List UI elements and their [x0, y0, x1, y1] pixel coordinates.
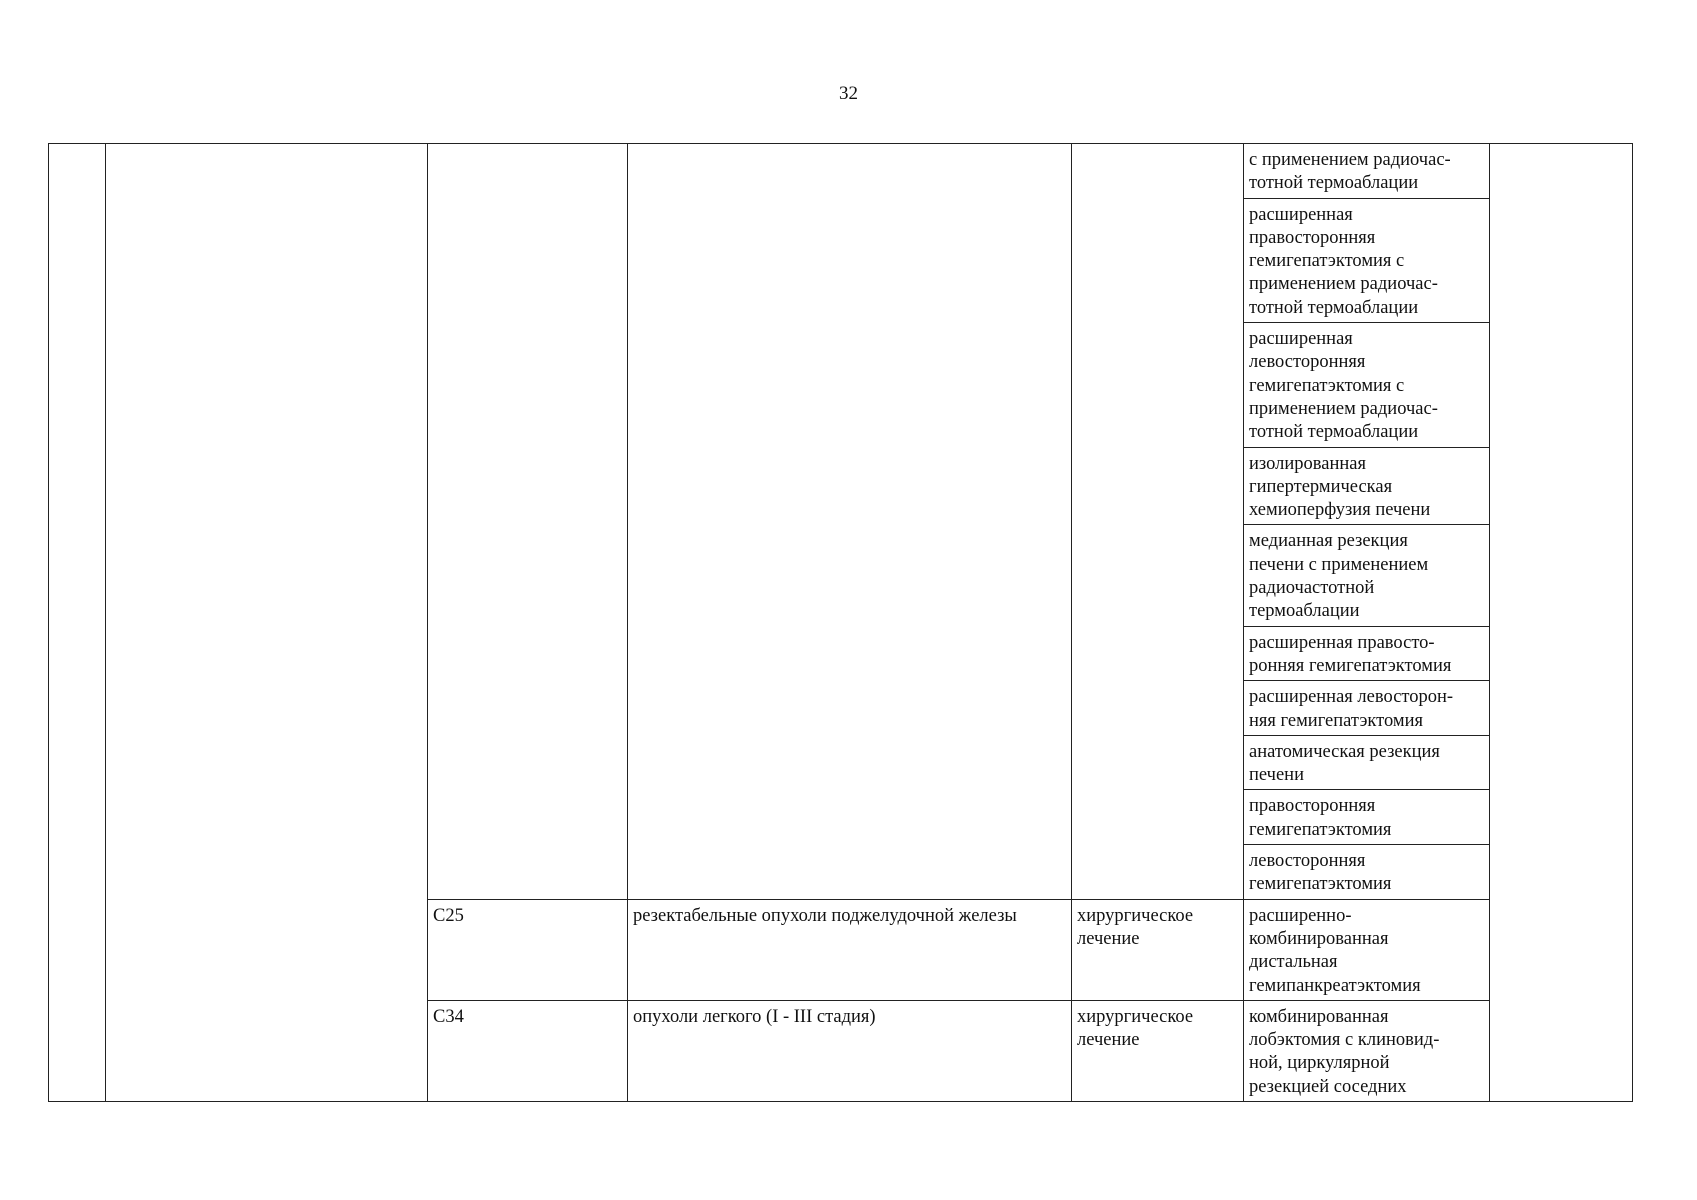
method-cell: расширенная правосторонняя гемигепатэктомия с применением радиочас- тотной термоаблации [1244, 198, 1490, 322]
method-cell: левосторонняя гемигепатэктомия [1244, 845, 1490, 900]
model-cell [628, 144, 1072, 900]
code-cell [428, 144, 628, 900]
method-cell: комбинированная лобэктомия с клиновид- ной, циркулярной резекцией соседних [1244, 1000, 1490, 1101]
method-cell: расширенная левосторон- няя гемигепатэктомия [1244, 681, 1490, 736]
medical-care-table [48, 143, 1633, 1102]
treatment-cell: хирургическое лечение [1072, 899, 1244, 1000]
model-cell: резектабельные опухоли поджелудочной железы [628, 899, 1072, 1000]
method-cell: изолированная гипертермическая хемиоперфузия печени [1244, 447, 1490, 525]
page-number: 32 [839, 83, 858, 104]
treatment-cell [1072, 144, 1244, 900]
treatment-cell: хирургическое лечение [1072, 1000, 1244, 1101]
method-cell: правосторонняя гемигепатэктомия [1244, 790, 1490, 845]
table-row [49, 144, 1633, 199]
method-cell: медианная резекция печени с применением радиочастотной термоаблации [1244, 525, 1490, 626]
method-cell: расширенная правосто- ронняя гемигепатэктомия [1244, 626, 1490, 681]
model-cell: опухоли легкого (I - III стадия) [628, 1000, 1072, 1101]
method-cell: с применением радиочас- тотной термоаблации [1244, 144, 1490, 199]
code-cell: C25 [428, 899, 628, 1000]
method-cell: расширенно- комбинированная дистальная гемипанкреатэктомия [1244, 899, 1490, 1000]
tariff-cell [1490, 144, 1633, 1102]
profile-name-cell [106, 144, 428, 1102]
method-cell: расширенная левосторонняя гемигепатэктомия с применением радиочас- тотной термоаблации [1244, 323, 1490, 447]
code-cell: C34 [428, 1000, 628, 1101]
number-cell [49, 144, 106, 1102]
method-cell: анатомическая резекция печени [1244, 735, 1490, 790]
